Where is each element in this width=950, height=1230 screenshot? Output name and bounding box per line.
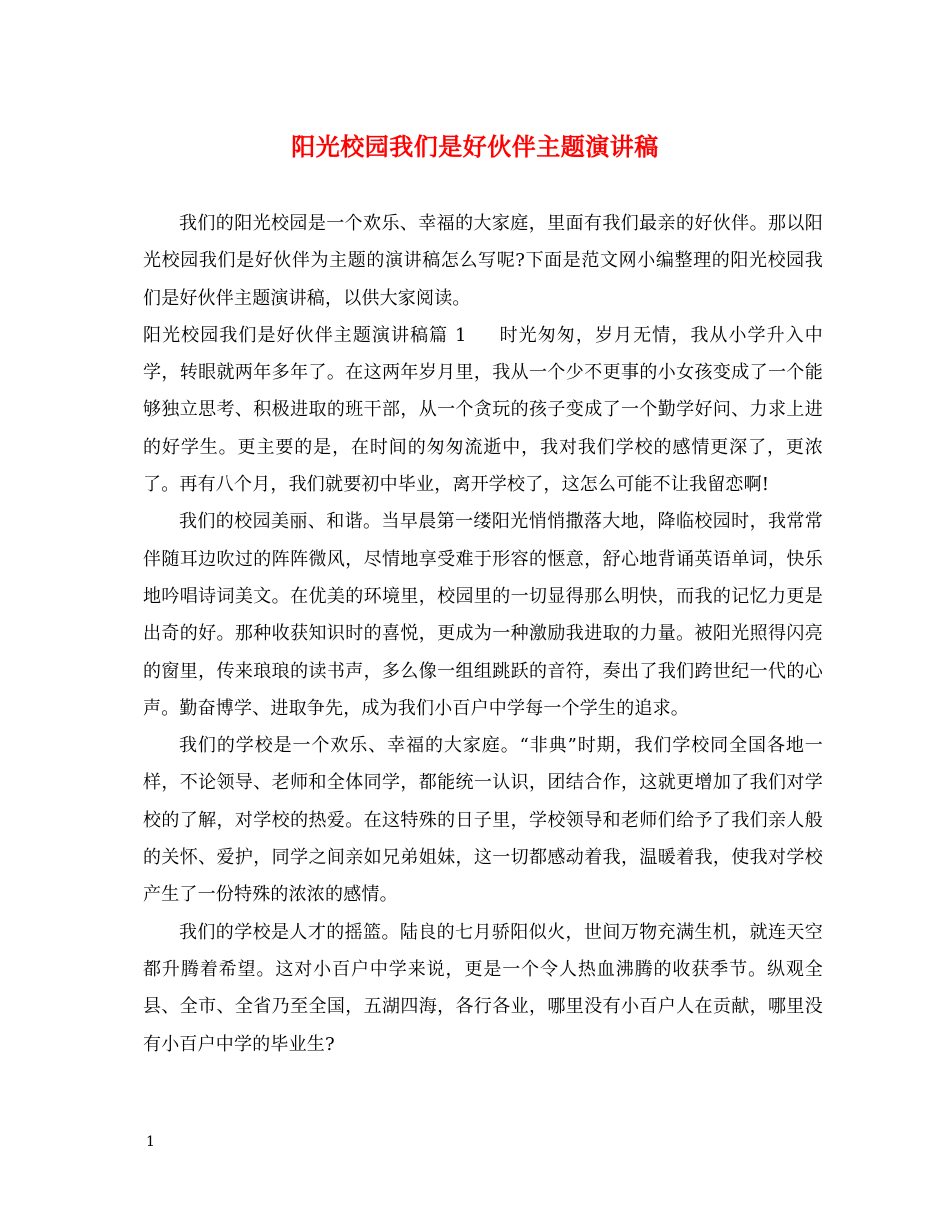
section-first-text: 时光匆匆，岁月无情，我从小学升入中学，转眼就两年多年了。在这两年岁月里，我从一个少不更事的小女孩变成了一个能够独立思考、积极进取的班干部，从一个贪玩的孩子变成了一个勤学好问、力求上进的好学生。更主要的是，在时间的匆匆流逝中，我对我们学校的感情更深了，更浓了。再有八个月，我们就要初中毕业，离开学校了，这怎么可能不让我留恋啊!: [143, 324, 823, 496]
document-body: [143, 205, 823, 1063]
intro-paragraph: 我们的阳光校园是一个欢乐、幸福的大家庭，里面有我们最亲的好伙伴。那以阳光校园我们是好伙伴为主题的演讲稿怎么写呢?下面是范文网小编整理的阳光校园我们是好伙伴主题演讲稿，以供大家阅读。: [143, 213, 823, 309]
document-title: 阳光校园我们是好伙伴主题演讲稿: [291, 132, 659, 161]
body-paragraph-2: 我们的学校是一个欢乐、幸福的大家庭。“非典”时期，我们学校同全国各地一样，不论领导、老师和全体同学，都能统一认识，团结合作，这就更增加了我们对学校的了解，对学校的热爱。在这特殊的日子里，学校领导和老师们给予了我们亲人般的关怀、爱护，同学之间亲如兄弟姐妹，这一切都感动着我，温暖着我，使我对学校产生了一份特殊的浓浓的感情。: [143, 735, 823, 906]
body-paragraph-3: 我们的学校是人才的摇篮。陆良的七月骄阳似火，世间万物充满生机，就连天空都升腾着希望。这对小百户中学来说，更是一个令人热血沸腾的收获季节。纵观全县、全市、全省乃至全国，五湖四海，各行各业，哪里没有小百户人在贡献，哪里没有小百户中学的毕业生?: [143, 921, 823, 1055]
section-heading: 阳光校园我们是好伙伴主题演讲稿篇 1: [143, 324, 467, 346]
section-paragraph: [143, 317, 823, 503]
page-number: 1: [146, 1134, 155, 1150]
body-paragraph-1: 我们的校园美丽、和谐。当早晨第一缕阳光悄悄撒落大地，降临校园时，我常常伴随耳边吹过的阵阵微风，尽情地享受难于形容的惬意，舒心地背诵英语单词，快乐地吟唱诗词美文。在优美的环境里，校园里的一切显得那么明快，而我的记忆力更是出奇的好。那种收获知识时的喜悦，更成为一种激励我进取的力量。被阳光照得闪亮的窗里，传来琅琅的读书声，多么像一组组跳跃的音符，奏出了我们跨世纪一代的心声。勤奋博学、进取争先，成为我们小百户中学每一个学生的追求。: [143, 511, 823, 719]
